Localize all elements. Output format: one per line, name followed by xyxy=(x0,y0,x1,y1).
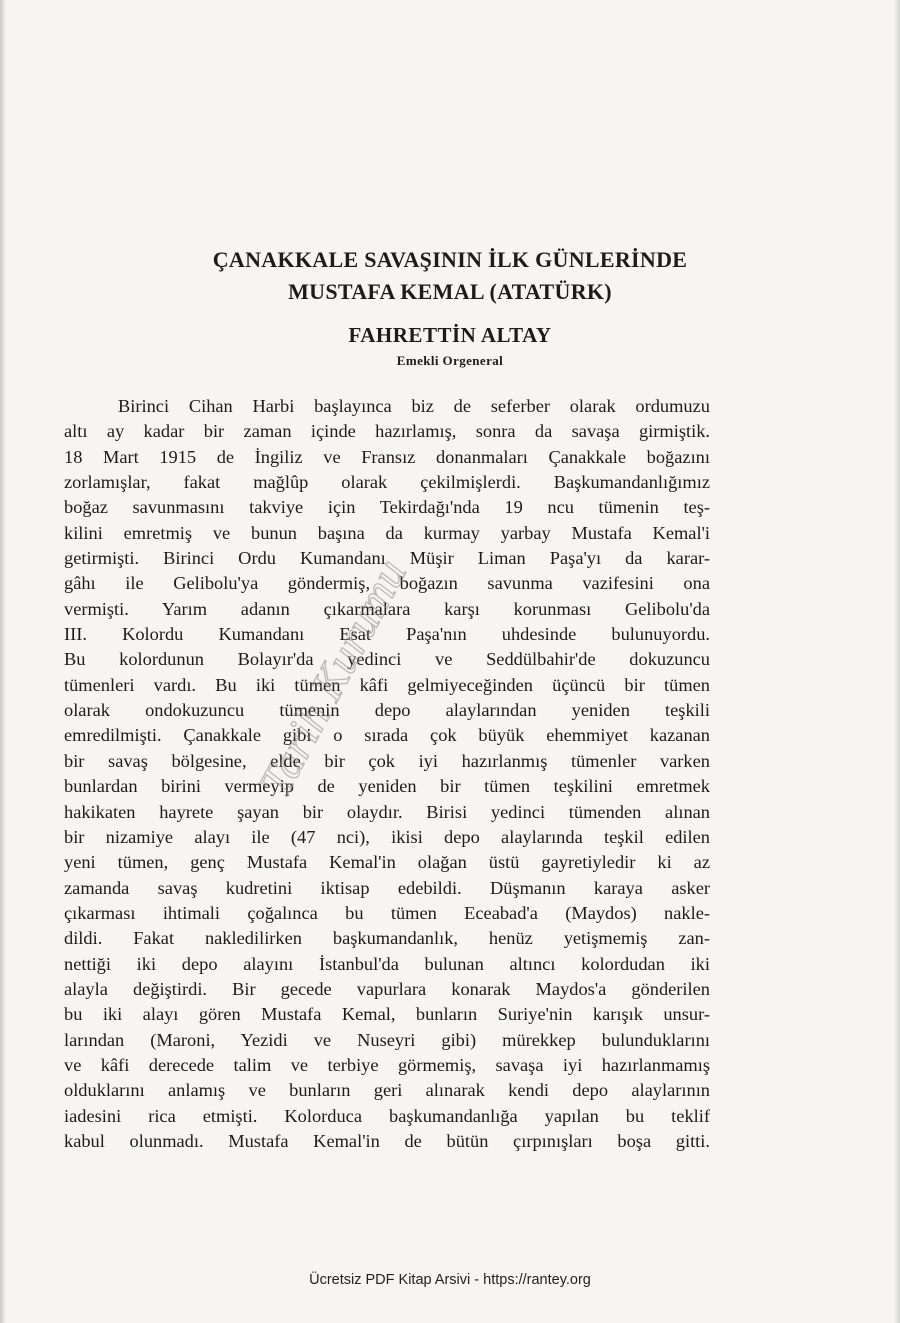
body-line: boğaz savunmasını takviye için Tekirdağı'nda 19 ncu tümenin teş- xyxy=(64,497,710,518)
body-line: alayla değiştirdi. Bir gecede vapurlara konarak Maydos'a gönderilen xyxy=(64,978,710,999)
body-line: bunlardan birini vermeyip de yeniden bir tümen teşkilini emretmek xyxy=(64,776,710,797)
body-line: emredilmişti. Çanakkale gibi o sırada çok büyük ehemmiyet kazanan xyxy=(64,725,710,746)
body-line: gâhı ile Gelibolu'ya göndermiş, boğazın savunma vazifesini ona xyxy=(64,573,710,594)
body-line: kabul olunmadı. Mustafa Kemal'in de bütün çırpınışları boşa gitti. xyxy=(64,1130,710,1151)
author-rank: Emekli Orgeneral xyxy=(396,353,504,368)
body-line: yeni tümen, genç Mustafa Kemal'in olağan üstü gayretiyledir ki az xyxy=(64,852,710,873)
body-line: ve kâfi derecede talim ve terbiye görmemiş, savaşa iyi hazırlanmamış xyxy=(64,1054,710,1075)
footer-credit: Ücretsiz PDF Kitap Arsivi - https://rantey.org xyxy=(309,1272,591,1288)
body-line: Birinci Cihan Harbi başlayınca biz de seferber olarak ordumuzu xyxy=(118,396,710,416)
body-line: getirmişti. Birinci Ordu Kumandanı Müşir Liman Paşa'yı da karar- xyxy=(64,548,710,569)
article-title-line-1: ÇANAKKALE SAVAŞININ İLK GÜNLERİNDE xyxy=(212,247,688,272)
body-line: III. Kolordu Kumandanı Esat Paşa'nın uhdesinde bulunuyordu. xyxy=(64,624,710,645)
body-line: nettiği iki depo alayını İstanbul'da bulunan altıncı kolordudan iki xyxy=(64,953,710,974)
page-edge-left-shadow xyxy=(0,0,6,1323)
body-line: olduklarını anlamış ve bunların geri alınarak kendi depo alaylarının xyxy=(64,1080,710,1101)
article-body xyxy=(64,394,710,1154)
page-edge-right-shadow xyxy=(894,0,900,1323)
body-line: bu iki alayı gören Mustafa Kemal, bunların Suriye'nin karışık unsur- xyxy=(64,1004,710,1025)
body-line: hakikaten hayrete şayan bir olaydır. Birisi yedinci tümenden alınan xyxy=(64,801,710,822)
body-line: dildi. Fakat nakledilirken başkumandanlık, henüz yetişmemiş zan- xyxy=(64,928,710,949)
body-line: bir nizamiye alayı ile (47 nci), ikisi depo alaylarında teşkil edilen xyxy=(64,826,710,847)
body-line: vermişti. Yarım adanın çıkarmalara karşı korunması Gelibolu'da xyxy=(64,598,710,619)
author-name: FAHRETTİN ALTAY xyxy=(348,323,552,347)
body-line: altı ay kadar bir zaman içinde hazırlamış, sonra da savaşa girmiştik. xyxy=(64,421,710,442)
body-line: tümenleri vardı. Bu iki tümen kâfi gelmiyeceğinden üçüncü bir tümen xyxy=(64,674,710,695)
body-line: 18 Mart 1915 de İngiliz ve Fransız donanmaları Çanakkale boğazını xyxy=(64,446,710,467)
body-line: zamanda savaş kudretini iktisap edebildi. Düşmanın karaya asker xyxy=(64,877,710,898)
body-line: kilini emretmiş ve bunun başına da kurmay yarbay Mustafa Kemal'i xyxy=(64,522,710,543)
body-line: Bu kolordunun Bolayır'da yedinci ve Seddülbahir'de dokuzuncu xyxy=(64,649,710,670)
body-line: bir savaş bölgesine, elde bir çok iyi hazırlanmış tümenler varken xyxy=(64,750,710,771)
article-title-line-2: MUSTAFA KEMAL (ATATÜRK) xyxy=(288,279,612,304)
body-line: larından (Maroni, Yezidi ve Nuseyri gibi) mürekkep bulunduklarını xyxy=(64,1029,710,1050)
body-line: zorlamışlar, fakat mağlûp olarak çekilmişlerdi. Başkumandanlığımız xyxy=(64,472,710,493)
body-line: iadesini rica etmişti. Kolorduca başkumandanlığa yapılan bu teklif xyxy=(64,1105,710,1126)
body-line: çıkarması ihtimali çoğalınca bu tümen Eceabad'a (Maydos) nakle- xyxy=(64,902,710,923)
body-line: olarak ondokuzuncu tümenin depo alaylarından yeniden teşkili xyxy=(64,700,710,721)
stamp-text: Tarih Kurumu xyxy=(248,550,417,805)
